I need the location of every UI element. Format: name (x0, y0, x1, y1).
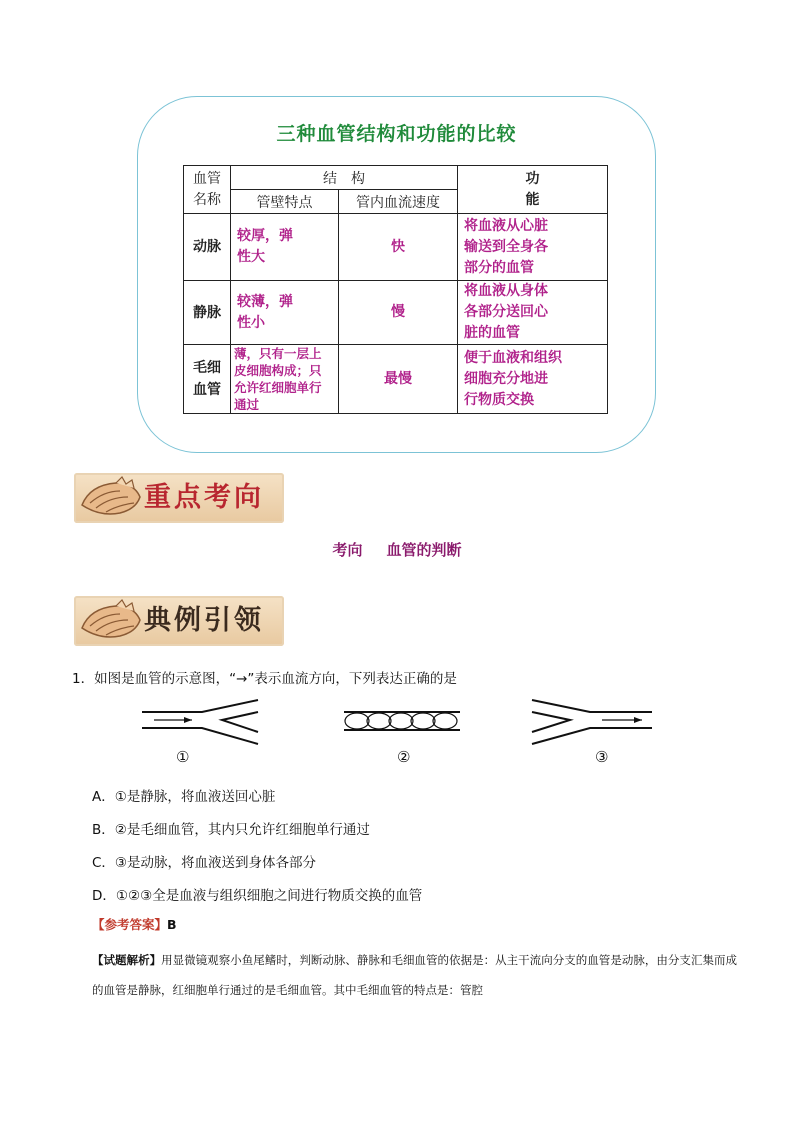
example-banner (74, 596, 284, 646)
row-wall: 薄，只有一层上 皮细胞构成；只 允许红细胞单行 通过 (231, 345, 339, 414)
subheading-right: 血管的判断 (386, 541, 462, 559)
conch-shell-icon (76, 598, 146, 644)
row-name: 毛细 血管 (184, 345, 231, 414)
header-wall: 管壁特点 (231, 190, 339, 214)
row-speed: 快 (339, 214, 458, 281)
figure-label: ① (176, 748, 190, 766)
row-function: 便于血液和组织 细胞充分地进 行物质交换 (458, 345, 608, 414)
table-row (184, 281, 608, 345)
option-a: A．①是静脉，将血液送回心脏 (92, 789, 276, 805)
row-speed: 慢 (339, 281, 458, 345)
explanation-label: 【试题解析】 (92, 953, 162, 967)
figure-label: ③ (595, 748, 609, 766)
row-speed: 最慢 (339, 345, 458, 414)
table-row (184, 214, 608, 281)
row-wall: 较薄，弹 性小 (231, 281, 339, 345)
banner-label: 典例引领 (144, 605, 264, 636)
explanation (92, 945, 737, 1005)
subheading (0, 539, 794, 560)
header-function: 功 能 (458, 166, 608, 214)
box-title: 三种血管结构和功能的比较 (276, 123, 517, 145)
answer-label: 【参考答案】 (92, 917, 168, 932)
header-speed: 管内血流速度 (339, 190, 458, 214)
vessel-diagram-3 (530, 698, 655, 748)
vessel-diagram-1 (140, 698, 265, 748)
vessel-diagram-2 (340, 698, 465, 748)
row-wall: 较厚，弹 性大 (231, 214, 339, 281)
option-c: C．③是动脉，将血液送到身体各部分 (92, 855, 317, 871)
reference-answer (92, 915, 177, 933)
explanation-text: 用显微镜观察小鱼尾鳍时，判断动脉、静脉和毛细血管的依据是：从主干流向分支的血管是动脉，由分支汇集而成的血管是静脉，红细胞单行通过的是毛细血管。其中毛细血管的特点是：管腔 (92, 953, 737, 997)
row-name: 静脉 (184, 281, 231, 345)
comparison-box (137, 96, 656, 453)
answer-value: B (167, 917, 177, 932)
header-structure: 结 构 (231, 166, 458, 190)
row-name: 动脉 (184, 214, 231, 281)
key-direction-banner (74, 473, 284, 523)
row-function: 将血液从身体 各部分送回心 脏的血管 (458, 281, 608, 345)
comparison-table (183, 165, 608, 414)
conch-shell-icon (76, 475, 146, 521)
header-vessel-name: 血管 名称 (184, 166, 231, 214)
option-b: B．②是毛细血管，其内只允许红细胞单行通过 (92, 822, 370, 838)
row-function: 将血液从心脏 输送到全身各 部分的血管 (458, 214, 608, 281)
question-text: 1．如图是血管的示意图，“→”表示血流方向，下列表达正确的是 (72, 671, 457, 687)
table-row (184, 345, 608, 414)
banner-label: 重点考向 (144, 482, 264, 513)
option-d: D．①②③全是血液与组织细胞之间进行物质交换的血管 (92, 888, 423, 904)
figure-label: ② (397, 748, 411, 766)
subheading-left: 考向 (332, 541, 363, 559)
